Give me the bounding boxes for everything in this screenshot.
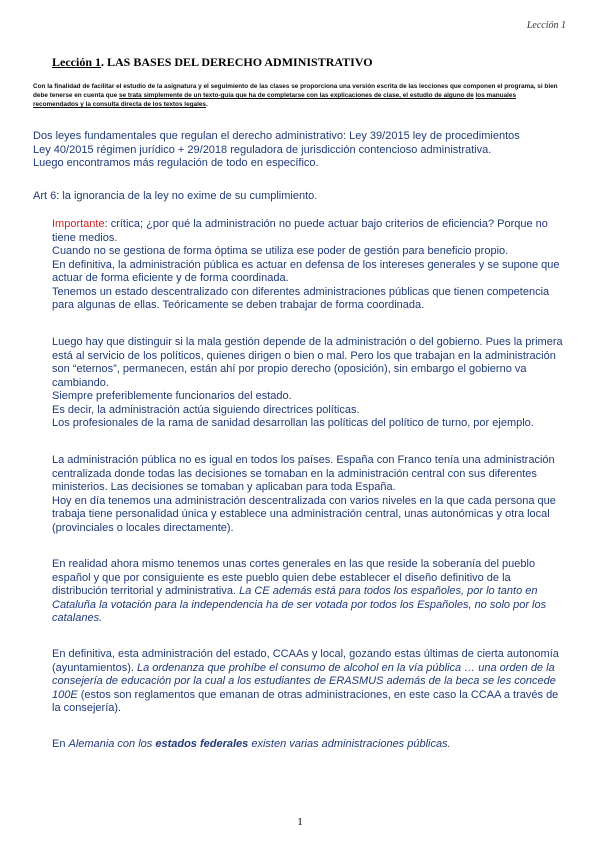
laws-line-1: Dos leyes fundamentales que regulan el derecho administrativo: Ley 39/2015 ley de procedimientos (33, 130, 520, 142)
important-line-3: En definitiva, la administración pública es actuar en defensa de los intereses generales y se supone que actuar de forma eficiente y de forma coordinada. (52, 258, 560, 284)
ccaa-italic: La ordenanza que prohíbe el consumo de alcohol en la vía pública … una orden de la consejería de educación por la cual a los estudiantes de ERASMUS además de la beca se les concede 100E (52, 661, 556, 701)
important-label: Importante (52, 218, 105, 230)
germany-italic-2: existen varias administraciones públicas. (248, 738, 451, 750)
germany-bold: estados federales (155, 738, 249, 750)
germany-italic-1: Alemania con los (68, 738, 156, 750)
germany-paragraph (52, 738, 564, 752)
spain-line-2: Hoy en día tenemos una administración descentralizada con varios niveles en la que cada persona que trabaja tiene personalidad única y establece una administración central, unas autonómicas y otra local (provinciales o locales directamente). (52, 494, 556, 534)
ccaa-paragraph (52, 648, 564, 716)
important-text: : crítica; ¿por qué la administración no puede actuar bajo criterios de eficiencia? Porque no tiene medios. (52, 218, 548, 244)
intro-text: Con la finalidad de facilitar el estudio de la asignatura y el seguimiento de las clases se proporciona una versión escrita de las lecciones que componen el programa, si bien debe tenerse en cuenta que (33, 83, 558, 99)
spain-text: La administración pública no es igual en todos los países. España con Franco tenía una administración centralizada donde todas las decisiones se tomaban en la administración central con sus diferentes ministerios. Las decisiones se tomaban y aplicaban para toda España. (52, 454, 555, 493)
cortes-italic: La CE además está para todos los españoles, por lo tanto en Cataluña la votación para la independencia ha de ser votada por todos los Españoles, no solo por los catalanes. (52, 585, 547, 624)
cortes-paragraph (52, 558, 564, 626)
germany-pre: En (52, 738, 69, 750)
management-line-2: Siempre preferiblemente funcionarios del estado. (52, 390, 292, 402)
management-text: Luego hay que distinguir si la mala gestión depende de la administración o del gobierno. Pues la primera está al servicio de los políticos, quienes dirigen o bien o mal. Pero los que trabajan en la administración son “eternos”, permanecen, están ahí por propio derecho (oposición), sin embargo el gobierno va cambiando. (52, 336, 563, 389)
header-lesson-label: Lección 1 (526, 20, 566, 31)
laws-line-2: Ley 40/2015 régimen jurídico + 29/2018 reguladora de jurisdicción contencioso administrativa. (33, 143, 492, 156)
intro-underlined-2: los manuales recomendados y la consulta directa de los textos legales (33, 92, 517, 108)
lesson-title-number: Lección 1 (52, 55, 101, 69)
page-number: 1 (297, 816, 303, 828)
important-paragraph (52, 218, 564, 313)
intro-note (33, 82, 563, 109)
ccaa-end: (estos son reglamentos que emanan de otras administraciones, en este caso la CCAA a través de la consejería). (52, 688, 559, 714)
art6-paragraph: Art 6: la ignorancia de la ley no exime de su cumplimiento. (33, 190, 318, 202)
laws-line-3: Luego encontramos más regulación de todo en específico. (33, 157, 319, 169)
important-line-2: Cuando no se gestiona de forma óptima se utiliza ese poder de gestión para beneficio propio. (52, 245, 509, 257)
lesson-title-text: . LAS BASES DEL DERECHO ADMINISTRATIVO (101, 55, 373, 69)
management-paragraph (52, 336, 564, 431)
important-line-4: Tenemos un estado descentralizado con diferentes administraciones públicas que tienen competencia para algunas de ellas. Teóricamente se deben trabajar de forma coordinada. (52, 285, 550, 311)
ccaa-text: En definitiva, esta administración del estado, CCAAs y local, gozando estas últimas de cierta autonomía (ayuntamientos). (52, 648, 559, 674)
intro-underlined-1: se trata simplemente de un texto-guía que ha de completarse con las explicaciones de clase, el estudio de alguno de (118, 92, 474, 99)
management-line-3: Es decir, la administración actúa siguiendo directrices políticas. (52, 403, 360, 416)
lesson-title (52, 55, 373, 70)
management-line-4: Los profesionales de la rama de sanidad desarrollan las políticas del político de turno, por ejemplo. (52, 417, 534, 429)
intro-end: . (205, 101, 208, 108)
laws-paragraph (33, 130, 553, 171)
cortes-text: En realidad ahora mismo tenemos unas cortes generales en las que reside la soberanía del pueblo español y que por consiguiente es este pueblo quien debe establecer el diseño definitivo de la distribución territorial y administrativa. (52, 558, 536, 597)
spain-administration-paragraph (52, 454, 564, 535)
